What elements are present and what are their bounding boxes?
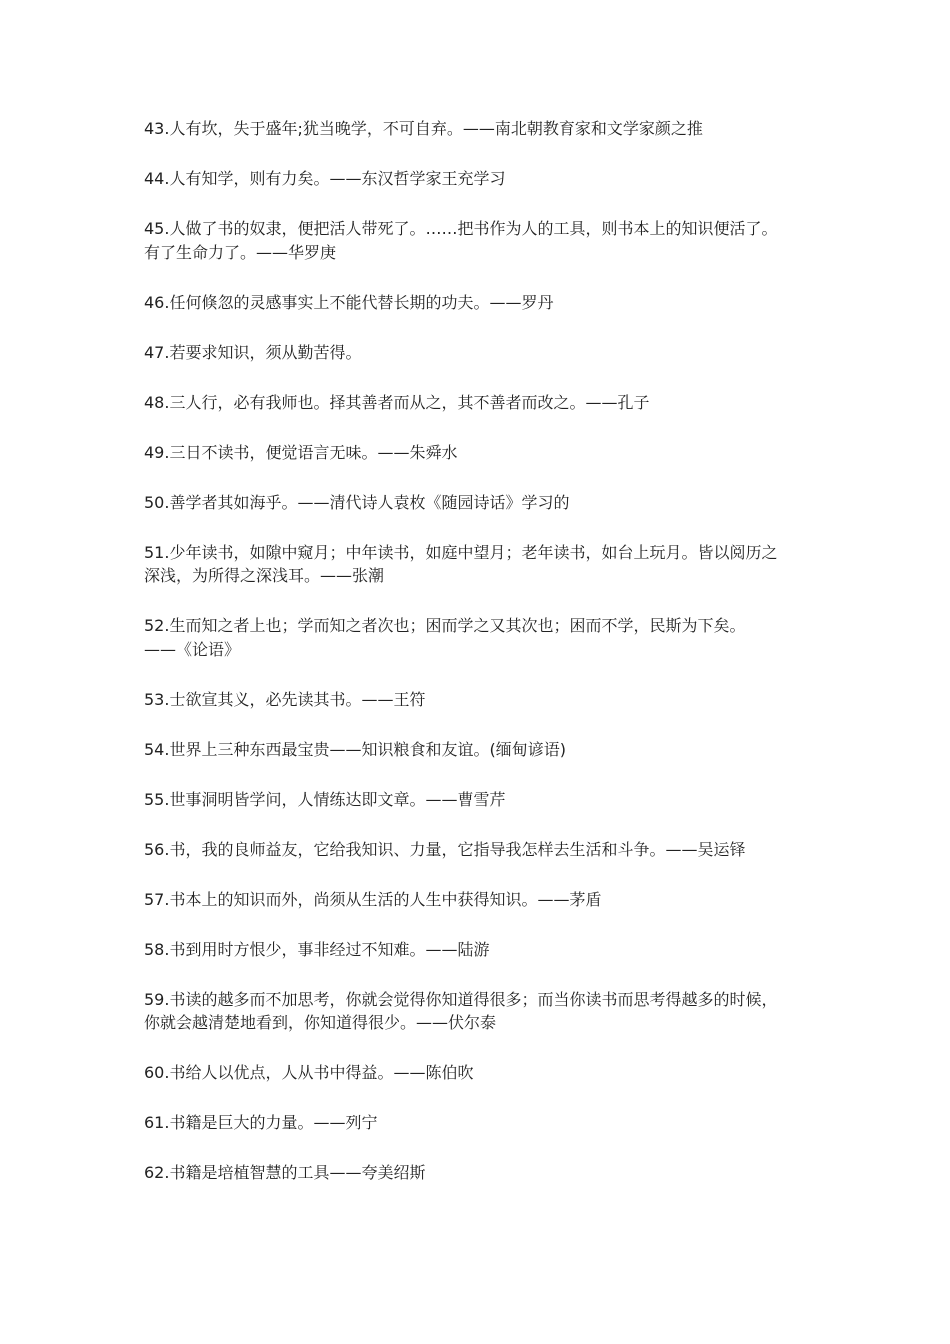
quote-item <box>144 117 816 141</box>
quote-line: 61.书籍是巨大的力量。——列宁 <box>144 1113 378 1132</box>
quote-line: 51.少年读书，如隙中窥月；中年读书，如庭中望月；老年读书，如台上玩月。皆以阅历之 <box>144 542 778 562</box>
quote-line: 60.书给人以优点，人从书中得益。——陈伯吹 <box>144 1063 474 1082</box>
quote-line: 44.人有知学，则有力矣。——东汉哲学家王充学习 <box>144 169 506 188</box>
quote-item <box>144 738 816 762</box>
quote-item <box>144 217 816 264</box>
quote-line: 55.世事洞明皆学问，人情练达即文章。——曹雪芹 <box>144 789 506 809</box>
quote-line: 54.世界上三种东西最宝贵——知识粮食和友谊。(缅甸谚语) <box>144 739 566 759</box>
quote-line: 47.若要求知识，须从勤苦得。 <box>144 342 362 362</box>
quote-item <box>144 341 816 365</box>
quote-item <box>144 291 816 315</box>
quote-item <box>144 788 816 812</box>
quote-item <box>144 491 816 515</box>
quote-line: 45.人做了书的奴隶，便把活人带死了。……把书作为人的工具，则书本上的知识便活了。 <box>144 219 778 238</box>
quote-line: 46.任何倏忽的灵感事实上不能代替长期的功夫。——罗丹 <box>144 292 554 312</box>
quote-item <box>144 688 816 712</box>
quote-item <box>144 614 816 661</box>
quote-line: 58.书到用时方恨少，事非经过不知难。——陆游 <box>144 939 490 959</box>
quote-item <box>144 441 816 465</box>
quote-item <box>144 1061 816 1085</box>
quote-line: ——《论语》 <box>144 639 241 659</box>
quote-line: 57.书本上的知识而外，尚须从生活的人生中获得知识。——茅盾 <box>144 889 602 909</box>
quote-line: 你就会越清楚地看到，你知道得很少。——伏尔泰 <box>144 1013 497 1032</box>
quote-line: 43.人有坎，失于盛年;犹当晚学，不可自弃。——南北朝教育家和文学家颜之推 <box>144 119 703 138</box>
quote-item <box>144 1161 816 1185</box>
quote-item <box>144 541 816 588</box>
quote-line: 59.书读的越多而不加思考，你就会觉得你知道得很多；而当你读书而思考得越多的时候， <box>144 989 778 1009</box>
quote-line: 62.书籍是培植智慧的工具——夸美绍斯 <box>144 1163 426 1182</box>
quote-item <box>144 838 816 862</box>
quote-line: 深浅，为所得之深浅耳。——张潮 <box>144 566 385 585</box>
quote-item <box>144 167 816 191</box>
quote-item <box>144 888 816 912</box>
quote-list <box>144 117 816 1211</box>
quote-line: 50.善学者其如海乎。——清代诗人袁枚《随园诗话》学习的 <box>144 492 570 512</box>
quote-item <box>144 391 816 415</box>
quote-item <box>144 988 816 1035</box>
quote-line: 49.三日不读书，便觉语言无味。——朱舜水 <box>144 442 458 462</box>
quote-line: 有了生命力了。——华罗庚 <box>144 242 337 262</box>
quote-item <box>144 938 816 962</box>
quote-line: 56.书，我的良师益友，它给我知识、力量，它指导我怎样去生活和斗争。——吴运铎 <box>144 839 746 859</box>
quote-item <box>144 1111 816 1135</box>
quote-line: 53.士欲宣其义，必先读其书。——王符 <box>144 689 426 709</box>
quote-line: 48.三人行，必有我师也。择其善者而从之，其不善者而改之。——孔子 <box>144 392 650 412</box>
quote-line: 52.生而知之者上也；学而知之者次也；困而学之又其次也；困而不学，民斯为下矣。 <box>144 616 746 635</box>
